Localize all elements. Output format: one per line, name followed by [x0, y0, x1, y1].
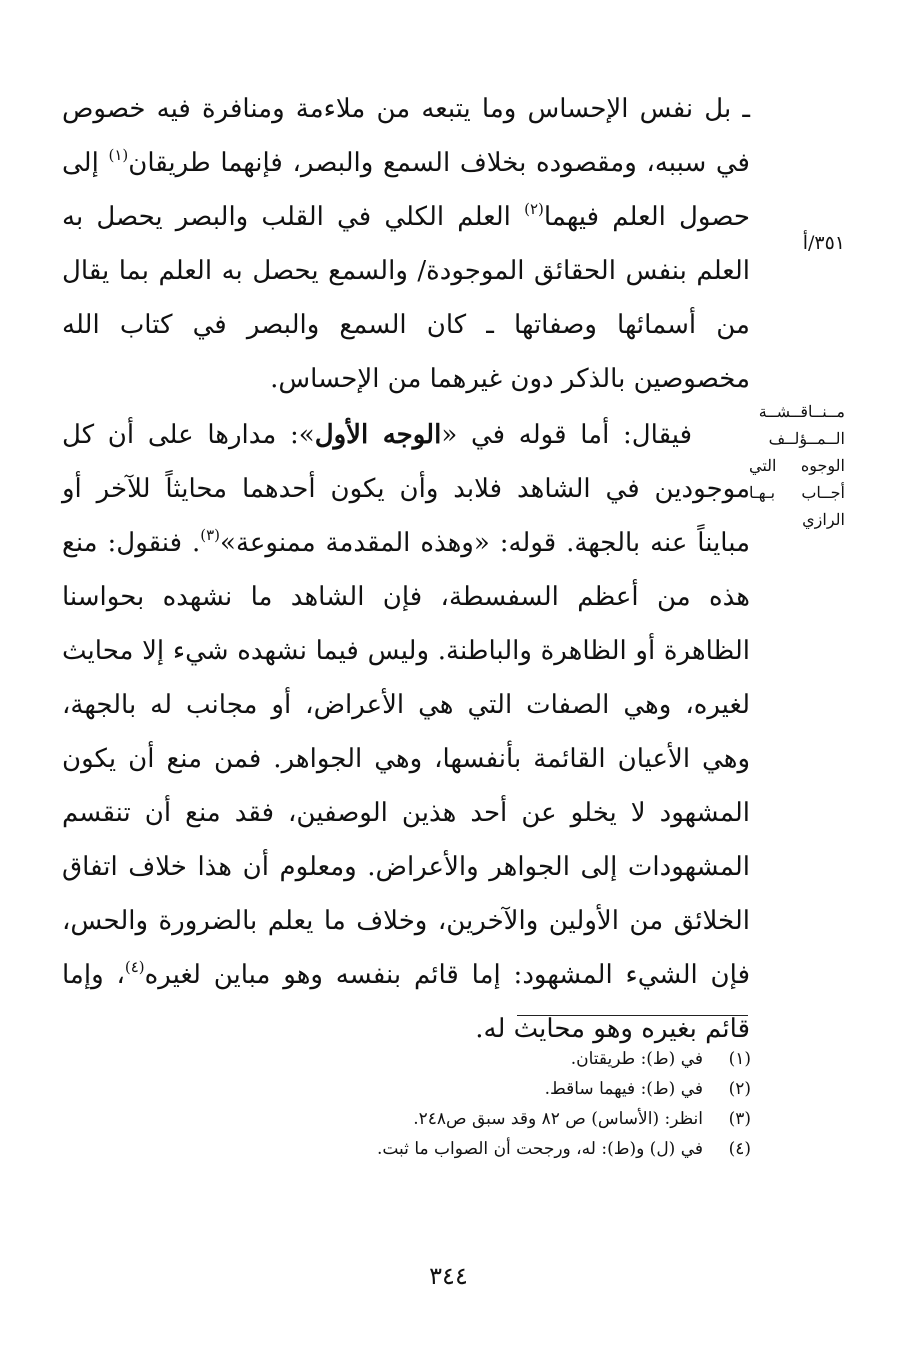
margin-heading-line: أجــاب بـهـا: [749, 483, 845, 502]
paragraph-1-text: ـ بل نفس الإحساس وما يتبعه من ملاءمة ومنافرة فيه خصوص في سببه، ومقصوده بخلاف السمع والبصر، فإنهما طريقان: [62, 94, 750, 178]
footnote-text: في (ل) و(ط): له، ورجحت أن الصواب ما ثبت.: [376, 1139, 703, 1159]
margin-heading-line: الوجوه التي: [749, 456, 845, 475]
bold-phrase: الوجه الأول: [314, 420, 442, 450]
margin-heading-line: الرازي: [802, 510, 845, 529]
margin-heading-line: الــمــؤلــف: [768, 429, 845, 448]
footnote-text: في (ط): فيهما ساقط.: [544, 1079, 703, 1099]
footnote-2: [111, 1074, 751, 1104]
paragraph-2-text-c: . فنقول: منع هذه من أعظم السفسطة، فإن الشاهد ما نشهده بحواسنا الظاهرة أو الظاهرة والباطنة. وليس فيما نشهده شيء إلا محايث لغيره، وهي الصفات التي هي الأعراض، أو مجانب له بالجهة، وهي الأعيان القائمة بأنفسها، وهي الجواهر. فمن منع أن يكون المشهود لا يخلو عن أحد هذين الوصفين، فقد منع أن تنقسم المشهودات إلى الجواهر والأعراض. ومعلوم أن هذا خلاف اتفاق الخلائق من الأولين والآخرين، وخلاف ما يعلم بالضرورة والحس، فإن الشيء المشهود: إما قائم بنفسه وهو مباين لغيره: [62, 528, 750, 990]
margin-heading: [749, 398, 845, 533]
paragraph-2-text: فيقال: أما قوله في «: [441, 420, 693, 450]
page-number: ٣٤٤: [429, 1262, 468, 1290]
footnote-text: انظر: (الأساس) ص ٨٢ وقد سبق ص٢٤٨.: [413, 1109, 703, 1129]
footnotes: [111, 1044, 751, 1164]
footnote-ref-1[interactable]: (١): [108, 146, 129, 164]
main-text: [62, 82, 750, 1056]
footnote-ref-2[interactable]: (٢): [524, 200, 544, 218]
footnote-4: [111, 1134, 751, 1164]
footnote-number: (٢): [728, 1079, 751, 1099]
footnote-text: في (ط): طريقتان.: [570, 1049, 703, 1069]
paragraph-1-text-c: العلم الكلي في القلب والبصر يحصل به العلم بنفس الحقائق الموجودة/ والسمع يحصل به العلم بما يقال من أسمائها وصفاتها ـ كان السمع والبصر في كتاب الله مخصوصين بالذكر دون غيرهما من الإحساس.: [62, 202, 750, 394]
footnote-number: (٣): [728, 1109, 751, 1129]
footnote-ref-4[interactable]: (٤): [124, 958, 145, 976]
footnote-ref-3[interactable]: (٣): [200, 526, 221, 544]
paragraph-2: [62, 408, 750, 1056]
paragraph-2-text-d: ، وإما قائم بغيره وهو محايث له.: [62, 960, 750, 1044]
footnote-separator: [517, 1015, 748, 1016]
footnote-3: [111, 1104, 751, 1134]
paragraph-1-text-b: إلى حصول العلم فيهما: [62, 148, 750, 232]
margin-heading-line: مــنــاقــشــة: [758, 402, 845, 421]
manuscript-folio-ref: ٣٥١/أ: [802, 232, 845, 254]
paragraph-1: [62, 82, 750, 406]
footnote-number: (١): [728, 1049, 751, 1069]
footnote-1: [111, 1044, 751, 1074]
footnote-number: (٤): [728, 1139, 751, 1159]
paragraph-2-text-b: »: مدارها على أن كل موجودين في الشاهد فلابد وأن يكون أحدهما محايثاً للآخر أو مبايناً عنه بالجهة. قوله: «وهذه المقدمة ممنوعة»: [62, 420, 751, 558]
